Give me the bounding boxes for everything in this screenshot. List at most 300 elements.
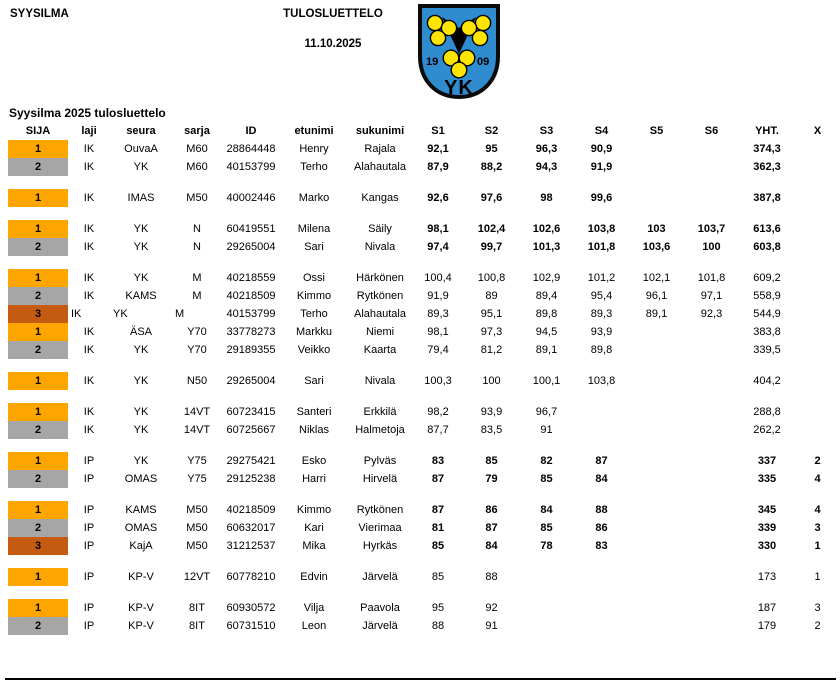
score-s5-cell — [629, 341, 684, 359]
sukunimi-cell: Alahautala — [354, 307, 406, 320]
score-s4-cell: 83 — [595, 539, 608, 552]
score-s5-cell: 103 — [647, 222, 666, 235]
result-row — [8, 403, 840, 421]
result-row — [8, 599, 840, 617]
etunimi-cell: Edvin — [300, 570, 328, 583]
laji-cell: IK — [83, 289, 95, 302]
score-s4-cell: 88 — [595, 503, 608, 516]
laji-cell: IK — [83, 160, 95, 173]
sukunimi-cell: Nivala — [364, 374, 396, 387]
group-spacer — [8, 488, 840, 501]
etunimi-cell: Esko — [301, 454, 327, 467]
x-count-cell: 1 — [814, 539, 821, 552]
seura-cell: YK — [113, 307, 128, 320]
score-s3-cell: 89,4 — [535, 289, 558, 302]
total-cell: 387,8 — [753, 191, 781, 204]
seura-cell: YK — [133, 454, 149, 467]
etunimi-cell: Mika — [302, 539, 326, 552]
rank-cell: 2 — [8, 617, 68, 635]
rank-cell: 2 — [8, 421, 68, 439]
score-s2-cell: 95,1 — [480, 307, 503, 320]
col-header-id: ID — [245, 125, 257, 137]
table-header-row — [8, 123, 840, 140]
result-row — [8, 452, 840, 470]
score-s2-cell: 97,3 — [480, 325, 503, 338]
event-name: SYYSILMA — [10, 8, 69, 20]
score-s5-cell: 102,1 — [642, 271, 671, 284]
x-count-cell — [795, 158, 840, 176]
score-s1-cell: 91,9 — [427, 289, 449, 302]
total-cell: 262,2 — [753, 423, 781, 436]
score-s1-cell: 87 — [431, 472, 445, 485]
score-s1-cell: 87,7 — [427, 423, 449, 436]
laji-cell: IP — [83, 570, 95, 583]
id-cell: 40218559 — [226, 271, 276, 284]
score-s2-cell: 88 — [485, 570, 498, 583]
rank-cell: 2 — [8, 287, 68, 305]
x-count-cell: 1 — [814, 570, 821, 583]
result-row — [8, 140, 840, 158]
sukunimi-cell: Halmetoja — [355, 423, 405, 436]
logo-ball-icon — [451, 62, 467, 78]
score-s1-cell: 89,3 — [427, 307, 449, 320]
col-header-seura: seura — [126, 125, 156, 137]
sarja-cell: M50 — [186, 521, 208, 534]
seura-cell: YK — [133, 374, 149, 387]
logo-ball-icon — [475, 15, 490, 30]
etunimi-cell: Terho — [300, 160, 328, 173]
col-header-sarja: sarja — [184, 125, 210, 137]
id-cell: 40153799 — [226, 307, 276, 320]
sukunimi-cell: Paavola — [360, 601, 400, 614]
doc-title: TULOSLUETTELO — [283, 8, 383, 20]
seura-cell: ÄSA — [129, 325, 152, 338]
rank-cell: 1 — [8, 220, 68, 238]
seura-cell: KAMS — [125, 503, 157, 516]
group-spacer — [8, 555, 840, 568]
laji-cell: IP — [83, 539, 95, 552]
col-header-s2: S2 — [484, 125, 499, 137]
result-row — [8, 470, 840, 488]
sukunimi-cell: Vierimaa — [358, 521, 402, 534]
score-s2-cell: 84 — [485, 539, 498, 552]
score-s5-cell — [629, 599, 684, 617]
rank-cell: 1 — [8, 372, 68, 390]
sarja-cell: M — [192, 289, 202, 302]
logo-ball-icon — [430, 30, 445, 45]
rank-cell: 1 — [8, 189, 68, 207]
sukunimi-cell: Kangas — [361, 191, 399, 204]
table-title: Syysilma 2025 tulosluettelo — [9, 106, 166, 120]
score-s4-cell: 89,3 — [590, 307, 613, 320]
score-s5-cell: 89,1 — [645, 307, 668, 320]
sukunimi-cell: Säily — [368, 222, 392, 235]
id-cell: 28864448 — [226, 142, 276, 155]
event-date: 11.10.2025 — [304, 38, 362, 50]
score-s4-cell: 95,4 — [590, 289, 613, 302]
sukunimi-cell: Alahautala — [354, 160, 406, 173]
score-s3-cell: 101,3 — [532, 240, 561, 253]
x-count-cell — [795, 305, 840, 323]
x-count-cell: 4 — [814, 472, 821, 485]
score-s2-cell: 83,5 — [480, 423, 503, 436]
score-s4-cell: 101,2 — [587, 271, 616, 284]
score-s5-cell — [629, 189, 684, 207]
laji-cell: IP — [83, 454, 95, 467]
etunimi-cell: Vilja — [303, 601, 325, 614]
score-s4-cell: 87 — [595, 454, 608, 467]
seura-cell: YK — [133, 423, 149, 436]
sukunimi-cell: Rajala — [364, 142, 396, 155]
laji-cell: IK — [83, 240, 95, 253]
sarja-cell: Y70 — [187, 343, 207, 356]
seura-cell: KP-V — [128, 619, 154, 632]
score-s1-cell: 92,1 — [427, 142, 449, 155]
etunimi-cell: Milena — [297, 222, 331, 235]
sukunimi-cell: Kaarta — [363, 343, 397, 356]
score-s6-cell — [684, 501, 739, 519]
total-cell: 558,9 — [753, 289, 781, 302]
score-s4-cell: 103,8 — [587, 374, 616, 387]
results-table — [8, 123, 840, 635]
etunimi-cell: Kari — [304, 521, 324, 534]
score-s3-cell: 94,5 — [535, 325, 558, 338]
rank-cell: 1 — [8, 403, 68, 421]
col-header-s1: S1 — [431, 125, 445, 137]
score-s6-cell — [684, 341, 739, 359]
result-row — [8, 501, 840, 519]
seura-cell: IMAS — [127, 191, 155, 204]
id-cell: 60632017 — [226, 521, 276, 534]
score-s3-cell: 102,9 — [532, 271, 561, 284]
score-s6-cell — [684, 519, 739, 537]
score-s2-cell: 85 — [485, 454, 498, 467]
sarja-cell: M60 — [186, 160, 208, 173]
etunimi-cell: Marko — [298, 191, 330, 204]
id-cell: 29265004 — [226, 374, 276, 387]
logo-club-initials: YK — [444, 77, 474, 99]
seura-cell: YK — [133, 271, 149, 284]
laji-cell: IK — [83, 271, 95, 284]
score-s4-cell: 89,8 — [590, 343, 613, 356]
score-s2-cell: 79 — [485, 472, 498, 485]
score-s5-cell — [629, 568, 684, 586]
seura-cell: KP-V — [128, 601, 154, 614]
score-s5-cell — [629, 452, 684, 470]
result-row — [8, 421, 840, 439]
result-row — [8, 287, 840, 305]
seura-cell: KajA — [129, 539, 153, 552]
score-s1-cell: 85 — [431, 539, 445, 552]
score-s4-cell: 93,9 — [590, 325, 613, 338]
total-cell: 374,3 — [753, 142, 781, 155]
score-s3-cell: 82 — [540, 454, 553, 467]
score-s5-cell — [629, 403, 684, 421]
score-s5-cell — [629, 519, 684, 537]
x-count-cell — [795, 403, 840, 421]
score-s4-cell: 91,9 — [590, 160, 613, 173]
score-s4-cell: 99,6 — [590, 191, 613, 204]
score-s6-cell: 92,3 — [700, 307, 723, 320]
sukunimi-cell: Niemi — [365, 325, 395, 338]
sarja-cell: 8IT — [189, 619, 205, 632]
sukunimi-cell: Hirvelä — [362, 472, 398, 485]
score-s1-cell: 98,1 — [427, 325, 449, 338]
score-s3-cell: 94,3 — [535, 160, 558, 173]
etunimi-cell: Leon — [301, 619, 327, 632]
rank-cell: 1 — [8, 568, 68, 586]
score-s1-cell: 79,4 — [427, 343, 449, 356]
score-s1-cell: 92,6 — [427, 191, 449, 204]
seura-cell: YK — [133, 343, 149, 356]
col-header-sija: SIJA — [25, 125, 51, 137]
score-s5-cell — [629, 617, 684, 635]
score-s6-cell — [684, 599, 739, 617]
total-cell: 288,8 — [753, 405, 781, 418]
seura-cell: YK — [133, 160, 149, 173]
score-s2-cell: 92 — [485, 601, 498, 614]
score-s1-cell: 95 — [431, 601, 445, 614]
x-count-cell — [795, 269, 840, 287]
score-s2-cell: 91 — [485, 619, 498, 632]
x-count-cell — [795, 220, 840, 238]
sukunimi-cell: Härkönen — [356, 271, 404, 284]
total-cell: 362,3 — [753, 160, 781, 173]
x-count-cell: 2 — [814, 454, 821, 467]
sukunimi-cell: Hyrkäs — [362, 539, 398, 552]
seura-cell: OMAS — [124, 472, 158, 485]
result-row — [8, 568, 840, 586]
laji-cell: IK — [83, 374, 95, 387]
score-s5-cell — [629, 421, 684, 439]
score-s3-cell: 89,1 — [535, 343, 558, 356]
score-s5-cell: 96,1 — [645, 289, 668, 302]
col-header-yht: YHT. — [755, 125, 779, 137]
etunimi-cell: Santeri — [296, 405, 332, 418]
col-header-s5: S5 — [649, 125, 664, 137]
club-logo — [413, 2, 505, 102]
score-s3-cell: 85 — [540, 472, 553, 485]
group-spacer — [8, 586, 840, 599]
group-spacer — [8, 207, 840, 220]
laji-cell: IK — [83, 325, 95, 338]
etunimi-cell: Markku — [295, 325, 333, 338]
laji-cell: IP — [83, 521, 95, 534]
score-s5-cell — [629, 158, 684, 176]
score-s2-cell: 86 — [485, 503, 498, 516]
logo-year-left: 19 — [426, 56, 439, 68]
total-cell: 339,5 — [753, 343, 781, 356]
seura-cell: OMAS — [124, 521, 158, 534]
seura-cell: OuvaA — [124, 142, 158, 155]
id-cell: 40153799 — [226, 160, 276, 173]
total-cell: 404,2 — [753, 374, 781, 387]
etunimi-cell: Ossi — [303, 271, 325, 284]
score-s1-cell: 85 — [431, 570, 445, 583]
sarja-cell: N — [193, 222, 201, 235]
col-header-s6: S6 — [704, 125, 719, 137]
score-s2-cell: 93,9 — [480, 405, 503, 418]
score-s4-cell — [574, 568, 629, 586]
rank-cell: 3 — [8, 305, 68, 323]
score-s4-cell: 86 — [595, 521, 608, 534]
score-s3-cell — [519, 599, 574, 617]
laji-cell: IK — [83, 405, 95, 418]
sarja-cell: N — [193, 240, 201, 253]
rank-cell: 2 — [8, 238, 68, 256]
score-s6-cell: 103,7 — [697, 222, 726, 235]
score-s2-cell: 88,2 — [480, 160, 503, 173]
score-s6-cell — [684, 470, 739, 488]
total-cell: 544,9 — [753, 307, 781, 320]
score-s4-cell: 103,8 — [587, 222, 616, 235]
rank-cell: 2 — [8, 470, 68, 488]
total-cell: 330 — [757, 539, 777, 552]
score-s4-cell — [574, 599, 629, 617]
group-spacer — [8, 439, 840, 452]
score-s6-cell — [684, 421, 739, 439]
score-s2-cell: 95 — [485, 142, 498, 155]
rank-cell: 1 — [8, 452, 68, 470]
bottom-rule — [5, 678, 836, 680]
col-header-s4: S4 — [594, 125, 609, 137]
col-header-sukunimi: sukunimi — [355, 125, 405, 137]
rank-cell: 1 — [8, 501, 68, 519]
sarja-cell: 14VT — [183, 423, 211, 436]
score-s2-cell: 81,2 — [480, 343, 503, 356]
sarja-cell: 12VT — [183, 570, 211, 583]
score-s1-cell: 88 — [431, 619, 445, 632]
result-row — [8, 269, 840, 287]
score-s3-cell: 102,6 — [532, 222, 561, 235]
rank-cell: 1 — [8, 323, 68, 341]
sukunimi-cell: Järvelä — [362, 619, 398, 632]
score-s4-cell: 101,8 — [587, 240, 616, 253]
score-s4-cell: 90,9 — [590, 142, 613, 155]
total-cell: 609,2 — [753, 271, 781, 284]
score-s6-cell — [684, 372, 739, 390]
score-s5-cell — [629, 372, 684, 390]
total-cell: 345 — [757, 503, 777, 516]
id-cell: 40218509 — [226, 503, 276, 516]
seura-cell: KAMS — [125, 289, 157, 302]
score-s4-cell — [574, 421, 629, 439]
score-s3-cell: 98 — [540, 191, 553, 204]
score-s3-cell: 96,3 — [535, 142, 558, 155]
score-s5-cell — [629, 501, 684, 519]
rank-cell: 2 — [8, 158, 68, 176]
id-cell: 31212537 — [226, 539, 276, 552]
laji-cell: IK — [83, 191, 95, 204]
total-cell: 339 — [757, 521, 777, 534]
score-s3-cell — [519, 568, 574, 586]
result-row — [8, 537, 840, 555]
rank-cell: 2 — [8, 341, 68, 359]
x-count-cell: 3 — [814, 521, 821, 534]
sarja-cell: 14VT — [183, 405, 211, 418]
score-s1-cell: 87 — [431, 503, 445, 516]
x-count-cell: 3 — [814, 601, 821, 614]
score-s3-cell: 89,8 — [535, 307, 558, 320]
sukunimi-cell: Pylväs — [363, 454, 397, 467]
etunimi-cell: Harri — [302, 472, 326, 485]
score-s6-cell: 100 — [702, 240, 721, 253]
sarja-cell: M50 — [186, 539, 208, 552]
id-cell: 29125238 — [226, 472, 276, 485]
score-s5-cell — [629, 323, 684, 341]
group-spacer — [8, 176, 840, 189]
total-cell: 613,6 — [753, 222, 781, 235]
rank-cell: 1 — [8, 599, 68, 617]
sarja-cell: M — [192, 271, 202, 284]
x-count-cell — [795, 421, 840, 439]
total-cell: 335 — [757, 472, 777, 485]
x-count-cell — [795, 372, 840, 390]
score-s3-cell: 96,7 — [535, 405, 558, 418]
etunimi-cell: Sari — [304, 240, 324, 253]
sarja-cell: Y75 — [187, 472, 207, 485]
score-s1-cell: 81 — [431, 521, 445, 534]
id-cell: 60723415 — [226, 405, 276, 418]
score-s1-cell: 97,4 — [427, 240, 449, 253]
score-s3-cell: 84 — [540, 503, 553, 516]
score-s1-cell: 87,9 — [427, 160, 449, 173]
score-s2-cell: 89 — [485, 289, 498, 302]
total-cell: 603,8 — [753, 240, 781, 253]
etunimi-cell: Henry — [299, 142, 329, 155]
laji-cell: IP — [83, 472, 95, 485]
score-s6-cell: 97,1 — [700, 289, 723, 302]
logo-ball-icon — [472, 30, 487, 45]
score-s2-cell: 100 — [482, 374, 501, 387]
score-s5-cell — [629, 140, 684, 158]
result-row — [8, 519, 840, 537]
score-s6-cell — [684, 140, 739, 158]
etunimi-cell: Kimmo — [296, 503, 332, 516]
result-row — [8, 372, 840, 390]
result-row — [8, 238, 840, 256]
col-header-etunimi: etunimi — [294, 125, 334, 137]
score-s3-cell: 91 — [540, 423, 553, 436]
laji-cell: IP — [83, 619, 95, 632]
laji-cell: IK — [83, 142, 95, 155]
x-count-cell — [795, 323, 840, 341]
col-header-x: X — [813, 125, 822, 137]
logo-ball-icon — [427, 15, 442, 30]
rank-cell: 2 — [8, 519, 68, 537]
col-header-s3: S3 — [539, 125, 554, 137]
x-count-cell: 4 — [814, 503, 821, 516]
document-header — [258, 8, 408, 50]
score-s1-cell: 100,4 — [424, 271, 452, 284]
x-count-cell — [795, 238, 840, 256]
sarja-cell: M50 — [186, 191, 208, 204]
x-count-cell — [795, 189, 840, 207]
id-cell: 33778273 — [226, 325, 276, 338]
sarja-cell: M — [175, 307, 185, 320]
result-row — [8, 305, 840, 323]
id-cell: 60930572 — [226, 601, 276, 614]
id-cell: 60778210 — [226, 570, 276, 583]
score-s2-cell: 100,8 — [477, 271, 506, 284]
score-s5-cell: 103,6 — [642, 240, 671, 253]
laji-cell: IK — [83, 423, 95, 436]
id-cell: 29265004 — [226, 240, 276, 253]
score-s2-cell: 102,4 — [477, 222, 506, 235]
score-s2-cell: 97,6 — [480, 191, 503, 204]
seura-cell: YK — [133, 222, 149, 235]
x-count-cell — [795, 140, 840, 158]
